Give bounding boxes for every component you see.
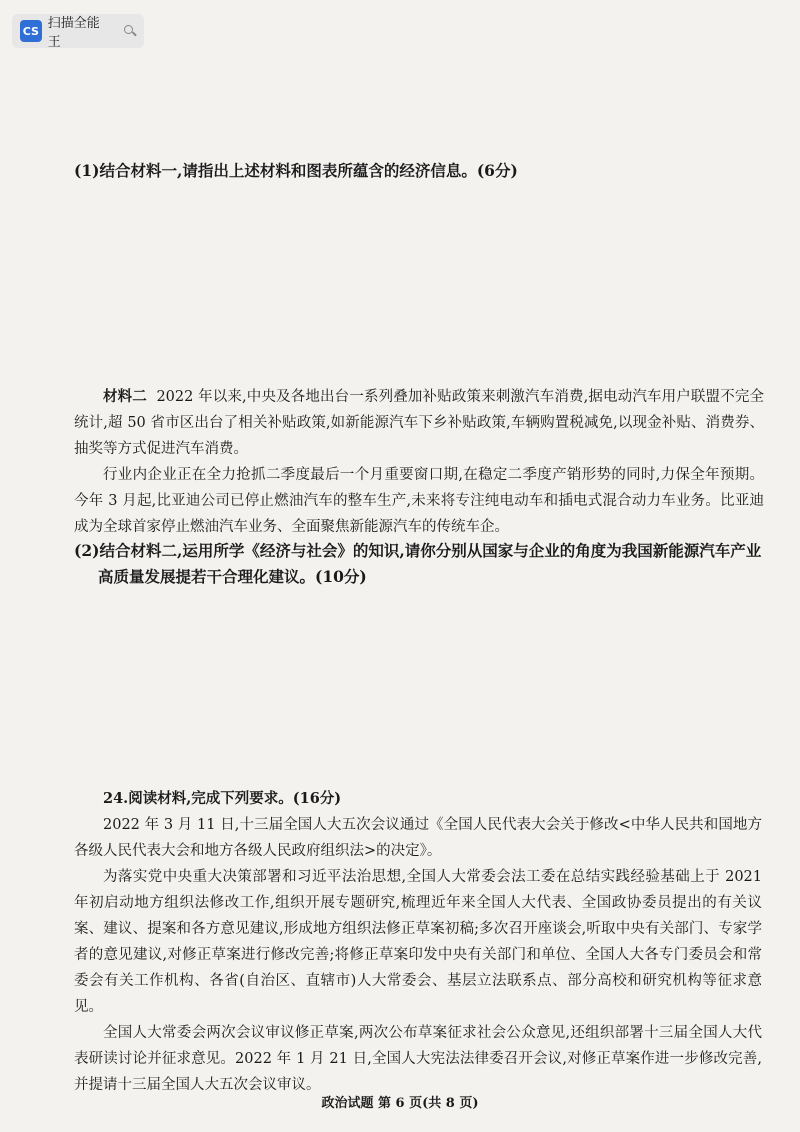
question-1: (1)结合材料一,请指出上述材料和图表所蕴含的经济信息。(6分) bbox=[74, 161, 518, 180]
material-2-paragraph-1 bbox=[74, 384, 764, 462]
app-name: 扫描全能王 bbox=[47, 16, 100, 50]
question-24 bbox=[50, 786, 762, 1098]
material-2-text-1: 2022 年以来,中央及各地出台一系列叠加补贴政策来刺激汽车消费,据电动汽车用户联盟不完全统计,超 50 省市区出台了相关补贴政策,如新能源汽车下乡补贴政策,车辆购置税减免,以现金补贴、消费券、抽奖等方式促进汽车消费。 bbox=[74, 389, 764, 457]
material-2-label: 材料二 bbox=[103, 388, 147, 405]
material-2-paragraph-2: 行业内企业正在全力抢抓二季度最后一个月重要窗口期,在稳定二季度产销形势的同时,力保全年预期。今年 3 月起,比亚迪公司已停止燃油汽车的整车生产,未来将专注纯电动车和插电式混合动力车业务。比亚迪成为全球首家停止燃油汽车业务、全面聚焦新能源汽车的传统车企。 bbox=[74, 467, 764, 535]
material-2 bbox=[74, 384, 764, 540]
question-24-paragraph-2: 为落实党中央重大决策部署和习近平法治思想,全国人大常委会法工委在总结实践经验基础上于 2021 年初启动地方组织法修改工作,组织开展专题研究,梳理近年来全国人大代表、全国政协委员提出的有关议案、建议、提案和各方意见建议,形成地方组织法修正草案初稿;多次召开座谈会,听取中央有关部门、专家学者的意见建议,对修正草案进行修改完善;将修正草案印发中央有关部门和单位、全国人大各专门委员会和常委会有关工作机构、各省(自治区、直辖市)人大常委会、基层立法联系点、部分高校和研究机构等征求意见。 bbox=[74, 869, 762, 1015]
scanner-app-badge[interactable] bbox=[12, 14, 144, 48]
question-2-line-2: 高质量发展提若干合理化建议。(10分) bbox=[98, 567, 367, 586]
page-footer: 政治试题 第 6 页(共 8 页) bbox=[321, 1096, 479, 1111]
question-24-title: 24.阅读材料,完成下列要求。(16分) bbox=[103, 790, 342, 807]
search-icon[interactable] bbox=[124, 25, 136, 37]
question-24-paragraph-3: 全国人大常委会两次会议审议修正草案,两次公布草案征求社会公众意见,还组织部署十三届全国人大代表研读讨论并征求意见。2022 年 1 月 21 日,全国人大宪法法律委召开会议,对修正草案作进一步修改完善,并提请十三届全国人大五次会议审议。 bbox=[74, 1025, 762, 1093]
camscanner-logo: CS bbox=[20, 20, 42, 42]
question-2-line-1: (2)结合材料二,运用所学《经济与社会》的知识,请你分别从国家与企业的角度为我国新能源汽车产业 bbox=[74, 541, 762, 560]
question-2 bbox=[74, 538, 764, 590]
question-24-paragraph-1: 2022 年 3 月 11 日,十三届全国人大五次会议通过《全国人民代表大会关于修改<中华人民共和国地方各级人民代表大会和地方各级人民政府组织法>的决定》。 bbox=[74, 817, 762, 859]
